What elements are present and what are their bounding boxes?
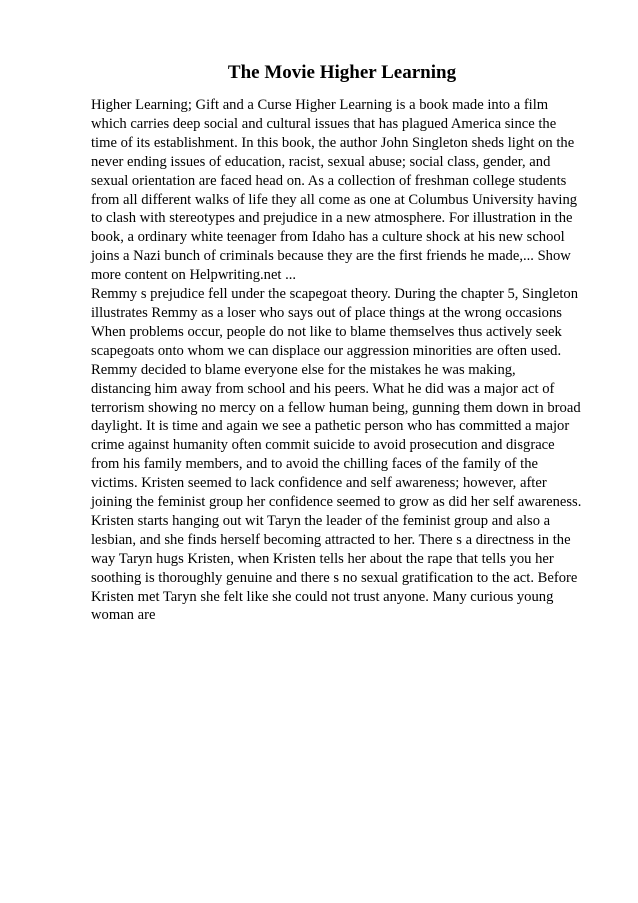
body-line: sexual orientation are faced head on. As a collection of freshman college students <box>91 172 567 189</box>
body-line: woman are <box>91 607 156 624</box>
body-line: soothing is thoroughly genuine and there s no sexual gratification to the act. Before <box>91 569 578 586</box>
body-line: joins a Nazi bunch of criminals because they are the first friends he made,... Show <box>91 248 571 265</box>
body-line: from all different walks of life they all come as one at Columbus University having <box>91 191 578 208</box>
body-line: time of its establishment. In this book, the author John Singleton sheds light on the <box>91 134 575 151</box>
body-line: lesbian, and she finds herself becoming attracted to her. There s a directness in the <box>91 531 571 548</box>
body-line: Higher Learning; Gift and a Curse Higher Learning is a book made into a film <box>91 97 549 113</box>
body-line: daylight. It is time and again we see a pathetic person who has committed a major <box>91 418 570 435</box>
body-line: scapegoats onto whom we can displace our aggression minorities are often used. <box>91 342 562 359</box>
body-line: joining the feminist group her confidence seemed to grow as did her self awareness. <box>91 494 582 511</box>
body-line: more content on Helpwriting.net ... <box>91 267 297 284</box>
body-line: terrorism showing no mercy on a fellow human being, gunning them down in broad <box>91 399 581 416</box>
body-line: book, a ordinary white teenager from Idaho has a culture shock at his new school <box>91 229 565 246</box>
body-line: illustrates Remmy as a loser who says out of place things at the wrong occasions <box>91 304 562 321</box>
body-line: from his family members, and to avoid the chilling faces of the family of the <box>91 456 539 473</box>
body-line: Remmy s prejudice fell under the scapegoat theory. During the chapter 5, Singleton <box>91 286 578 303</box>
body-line: crime against humanity often commit suicide to avoid prosecution and disgrace <box>91 437 555 454</box>
body-line: victims. Kristen seemed to lack confidence and self awareness; however, after <box>91 475 547 492</box>
document-title: The Movie Higher Learning <box>227 62 457 83</box>
document-body <box>91 96 611 625</box>
body-line: When problems occur, people do not like to blame themselves thus actively seek <box>91 323 562 340</box>
body-line: Kristen met Taryn she felt like she could not trust anyone. Many curious young <box>91 588 554 605</box>
body-line: which carries deep social and cultural issues that has plagued America since the <box>91 115 557 132</box>
body-line: Kristen starts hanging out wit Taryn the leader of the feminist group and also a <box>91 512 551 529</box>
body-line: Remmy decided to blame everyone else for the mistakes he was making, <box>91 361 516 378</box>
body-line: distancing him away from school and his peers. What he did was a major act of <box>91 380 555 397</box>
body-line: never ending issues of education, racist, sexual abuse; social class, gender, and <box>91 153 551 170</box>
body-line: to clash with stereotypes and prejudice in a new atmosphere. For illustration in the <box>91 210 573 227</box>
body-line: way Taryn hugs Kristen, when Kristen tells her about the rape that tells you her <box>91 550 554 567</box>
